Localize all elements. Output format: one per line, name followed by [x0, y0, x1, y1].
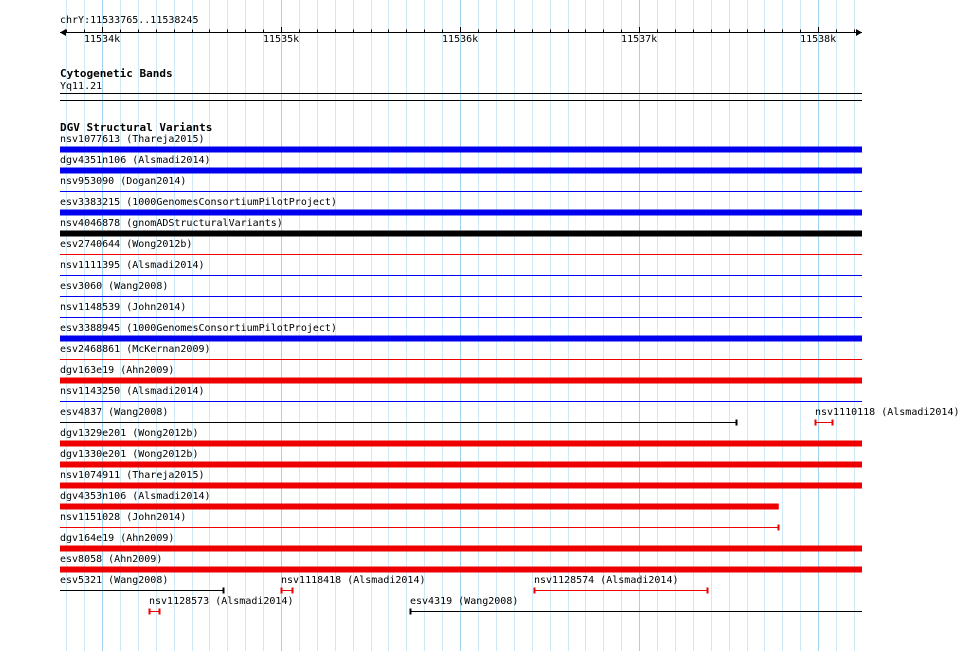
variant-bar[interactable]: [60, 483, 862, 489]
variant-feature[interactable]: [0, 291, 890, 301]
variant-label[interactable]: esv5321 (Wang2008): [60, 575, 169, 586]
ruler-tick-label: 11538k: [800, 34, 837, 45]
ruler-tick-label: 11535k: [263, 34, 300, 45]
variant-bar[interactable]: [60, 567, 862, 573]
variant-feature[interactable]: [0, 564, 890, 574]
variant-feature[interactable]: [0, 228, 890, 238]
variant-bar[interactable]: [60, 378, 862, 384]
variant-label[interactable]: nsv1128573 (Alsmadi2014): [149, 596, 294, 607]
variant-bar[interactable]: [60, 504, 779, 510]
variant-feature[interactable]: [0, 585, 890, 595]
dgv-track-title: DGV Structural Variants: [60, 121, 213, 134]
variant-feature[interactable]: [0, 186, 890, 196]
variant-bar[interactable]: [60, 210, 862, 216]
variant-label[interactable]: nsv1118418 (Alsmadi2014): [281, 575, 426, 586]
ruler-tick-label: 11536k: [442, 34, 479, 45]
ruler-left-arrow: [60, 29, 66, 36]
variant-bar[interactable]: [60, 441, 862, 447]
variant-feature[interactable]: [0, 270, 890, 280]
variant-label[interactable]: nsv1111395 (Alsmadi2014): [60, 260, 205, 271]
variant-label[interactable]: dgv1329e201 (Wong2012b): [60, 428, 199, 439]
variant-label[interactable]: nsv1148539 (John2014): [60, 302, 187, 313]
variant-label[interactable]: esv3060 (Wang2008): [60, 281, 169, 292]
variant-label[interactable]: esv3388945 (1000GenomesConsortiumPilotProject): [60, 323, 337, 334]
ruler-right-arrow: [856, 29, 862, 36]
variant-feature[interactable]: [0, 375, 890, 385]
variant-label[interactable]: dgv164e19 (Ahn2009): [60, 533, 175, 544]
ruler-tick-label: 11534k: [84, 34, 121, 45]
variant-feature[interactable]: [0, 543, 890, 553]
variant-label[interactable]: dgv4351n106 (Alsmadi2014): [60, 155, 211, 166]
cytoband-band-bottom: [60, 100, 862, 101]
variant-label[interactable]: esv4837 (Wang2008): [60, 407, 169, 418]
variant-label[interactable]: esv2468861 (McKernan2009): [60, 344, 211, 355]
cytoband-track-title: Cytogenetic Bands: [60, 67, 173, 80]
variant-label[interactable]: esv2740644 (Wong2012b): [60, 239, 193, 250]
variant-bar[interactable]: [60, 336, 862, 342]
cytoband-band-top: [60, 93, 862, 94]
variant-label[interactable]: nsv953090 (Dogan2014): [60, 176, 187, 187]
variant-label[interactable]: esv3383215 (1000GenomesConsortiumPilotProject): [60, 197, 337, 208]
variant-bar[interactable]: [60, 147, 862, 153]
variant-label[interactable]: esv4319 (Wang2008): [410, 596, 519, 607]
variant-feature[interactable]: [0, 165, 890, 175]
variant-bar[interactable]: [60, 168, 862, 174]
variant-feature[interactable]: [0, 249, 890, 259]
variant-feature[interactable]: [0, 438, 890, 448]
variant-bar[interactable]: [60, 462, 862, 468]
variant-feature[interactable]: [0, 312, 890, 322]
variant-feature[interactable]: [0, 333, 890, 343]
variant-feature[interactable]: [0, 459, 890, 469]
variant-label[interactable]: dgv4353n106 (Alsmadi2014): [60, 491, 211, 502]
variant-feature[interactable]: [0, 606, 890, 616]
variant-feature[interactable]: [0, 480, 890, 490]
cytoband-label[interactable]: Yq11.21: [60, 81, 103, 92]
variant-label[interactable]: nsv1077613 (Thareja2015): [60, 134, 205, 145]
variant-feature[interactable]: [0, 144, 890, 154]
variant-label[interactable]: nsv1110118 (Alsmadi2014): [815, 407, 960, 418]
variant-label[interactable]: dgv1330e201 (Wong2012b): [60, 449, 199, 460]
variant-feature[interactable]: [0, 396, 890, 406]
ruler-location-label: chrY:11533765..11538245: [60, 15, 199, 26]
variant-feature[interactable]: [0, 417, 890, 427]
variant-feature[interactable]: [0, 522, 890, 532]
ruler-tick-label: 11537k: [621, 34, 658, 45]
variant-label[interactable]: nsv1151028 (John2014): [60, 512, 187, 523]
variant-label[interactable]: nsv1128574 (Alsmadi2014): [534, 575, 679, 586]
variant-bar[interactable]: [60, 546, 862, 552]
variant-feature[interactable]: [0, 501, 890, 511]
variant-label[interactable]: nsv4046878 (gnomADStructuralVariants): [60, 218, 283, 229]
variant-feature[interactable]: [0, 207, 890, 217]
variant-label[interactable]: nsv1074911 (Thareja2015): [60, 470, 205, 481]
variant-label[interactable]: esv8058 (Ahn2009): [60, 554, 163, 565]
variant-label[interactable]: dgv163e19 (Ahn2009): [60, 365, 175, 376]
variant-bar[interactable]: [60, 231, 862, 237]
variant-feature[interactable]: [0, 354, 890, 364]
variant-label[interactable]: nsv1143250 (Alsmadi2014): [60, 386, 205, 397]
